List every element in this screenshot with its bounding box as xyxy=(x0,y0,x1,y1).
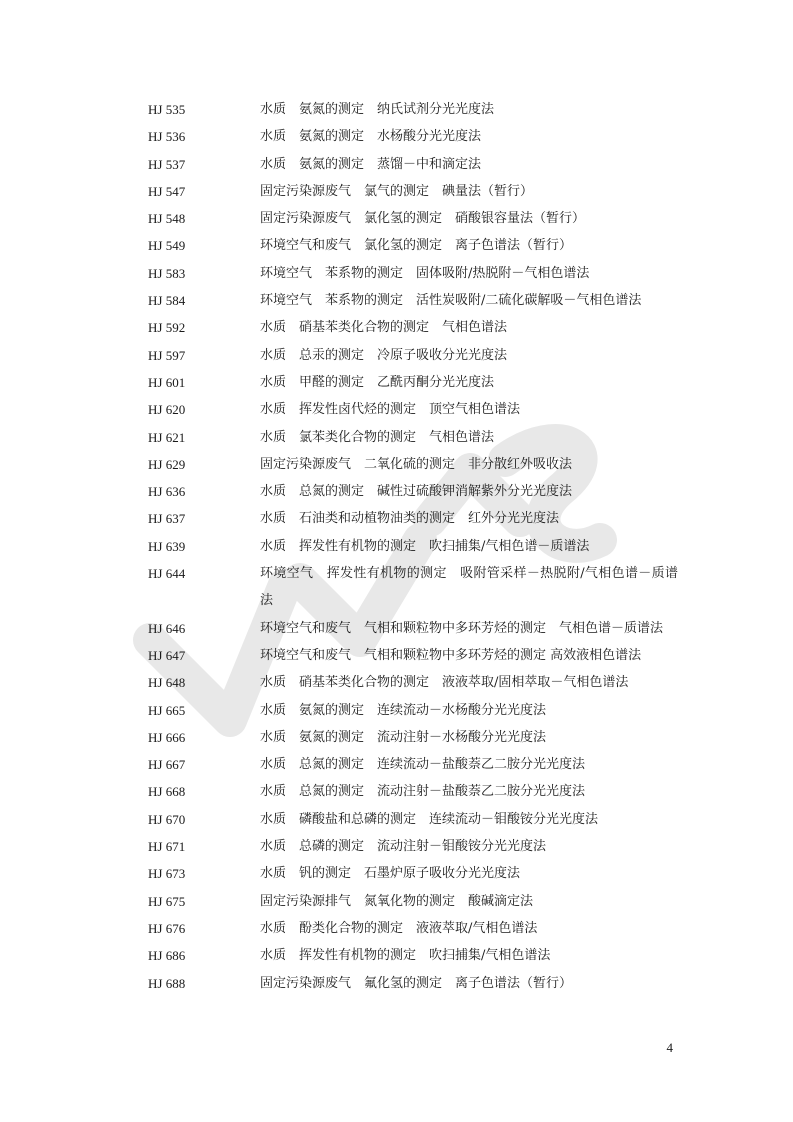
standard-code: HJ 648 xyxy=(148,675,186,691)
standard-title: 水质 总氮的测定 流动注射－盐酸萘乙二胺分光光度法 xyxy=(260,784,586,800)
list-item xyxy=(0,178,793,205)
standard-code: HJ 644 xyxy=(148,566,186,582)
standard-title: 环境空气 苯系物的测定 活性炭吸附/二硫化碳解吸－气相色谱法 xyxy=(260,293,642,309)
standard-code: HJ 536 xyxy=(148,129,186,145)
standard-title: 水质 挥发性有机物的测定 吹扫捕集/气相色谱－质谱法 xyxy=(260,538,590,554)
standard-title: 水质 氨氮的测定 纳氏试剂分光光度法 xyxy=(260,102,495,117)
standard-code: HJ 646 xyxy=(148,620,186,636)
standard-title: 固定污染源废气 二氧化硫的测定 非分散红外吸收法 xyxy=(260,456,573,472)
standard-code: HJ 686 xyxy=(148,948,186,964)
standard-title: 水质 总磷的测定 流动注射－钼酸铵分光光度法 xyxy=(260,839,547,855)
standard-title: 水质 氨氮的测定 连续流动－水杨酸分光光度法 xyxy=(260,702,547,718)
standard-title: 水质 氨氮的测定 流动注射－水杨酸分光光度法 xyxy=(260,729,547,745)
standard-title: 水质 硝基苯类化合物的测定 液液萃取/固相萃取－气相色谱法 xyxy=(260,675,629,691)
standard-code: HJ 601 xyxy=(148,374,186,390)
list-item xyxy=(0,642,793,669)
standard-title: 水质 甲醛的测定 乙酰丙酮分光光度法 xyxy=(260,374,495,390)
standard-code: HJ 665 xyxy=(148,702,186,718)
standard-code: HJ 673 xyxy=(148,866,186,882)
standard-title: 固定污染源废气 氯气的测定 碘量法（暂行） xyxy=(260,183,534,199)
standard-code: HJ 547 xyxy=(148,183,186,199)
standard-title: 固定污染源废气 氯化氢的测定 硝酸银容量法（暂行） xyxy=(260,211,586,227)
standard-code: HJ 549 xyxy=(148,238,186,254)
list-item xyxy=(0,396,793,423)
standard-title: 环境空气和废气 气相和颗粒物中多环芳烃的测定 气相色谱－质谱法 xyxy=(260,620,664,636)
list-item xyxy=(0,615,793,642)
standard-title: 水质 硝基苯类化合物的测定 气相色谱法 xyxy=(260,320,508,336)
standard-code: HJ 637 xyxy=(148,511,186,527)
standard-title: 固定污染源排气 氮氧化物的测定 酸碱滴定法 xyxy=(260,893,534,909)
list-item xyxy=(0,314,793,341)
standard-code: HJ 583 xyxy=(148,265,186,281)
list-item xyxy=(0,287,793,314)
standard-title: 环境空气 挥发性有机物的测定 吸附管采样－热脱附/气相色谱－质谱法 xyxy=(260,566,678,609)
standard-code: HJ 671 xyxy=(148,839,186,855)
standard-title: 环境空气 苯系物的测定 固体吸附/热脱附－气相色谱法 xyxy=(260,265,590,281)
list-item xyxy=(0,697,793,724)
standard-code: HJ 548 xyxy=(148,211,186,227)
list-item xyxy=(0,478,793,505)
standard-code: HJ 537 xyxy=(148,156,186,172)
standard-title: 水质 磷酸盐和总磷的测定 连续流动－钼酸铵分光光度法 xyxy=(260,811,599,827)
list-item xyxy=(0,505,793,532)
list-item xyxy=(0,833,793,860)
list-item xyxy=(0,778,793,805)
list-item xyxy=(0,123,793,150)
standard-title: 水质 氨氮的测定 水杨酸分光光度法 xyxy=(260,129,482,145)
standard-title: 水质 挥发性有机物的测定 吹扫捕集/气相色谱法 xyxy=(260,948,551,964)
list-item xyxy=(0,888,793,915)
standard-title: 水质 挥发性卤代烃的测定 顶空气相色谱法 xyxy=(260,402,521,418)
list-item xyxy=(0,151,793,178)
list-item xyxy=(0,369,793,396)
standard-code: HJ 629 xyxy=(148,456,186,472)
list-item xyxy=(0,724,793,751)
standard-code: HJ 597 xyxy=(148,347,186,363)
standard-code: HJ 647 xyxy=(148,647,186,663)
list-item xyxy=(0,942,793,969)
list-item xyxy=(0,451,793,478)
standard-title: 水质 石油类和动植物油类的测定 红外分光光度法 xyxy=(260,511,560,527)
standard-code: HJ 592 xyxy=(148,320,186,336)
standard-title: 水质 总氮的测定 碱性过硫酸钾消解紫外分光光度法 xyxy=(260,484,573,500)
standards-list xyxy=(0,96,793,997)
standard-code: HJ 535 xyxy=(148,102,186,117)
standard-code: HJ 636 xyxy=(148,484,186,500)
standard-code: HJ 676 xyxy=(148,920,186,936)
standard-title: 固定污染源废气 氟化氢的测定 离子色谱法（暂行） xyxy=(260,975,573,991)
standard-title: 水质 酚类化合物的测定 液液萃取/气相色谱法 xyxy=(260,920,538,936)
list-item xyxy=(0,424,793,451)
standard-code: HJ 666 xyxy=(148,729,186,745)
standard-title: 水质 氯苯类化合物的测定 气相色谱法 xyxy=(260,429,495,445)
list-item xyxy=(0,205,793,232)
standard-title: 环境空气和废气 氯化氢的测定 离子色谱法（暂行） xyxy=(260,238,573,254)
list-item xyxy=(0,915,793,942)
list-item xyxy=(0,806,793,833)
list-item xyxy=(0,260,793,287)
standard-code: HJ 670 xyxy=(148,811,186,827)
list-item xyxy=(0,342,793,369)
list-item xyxy=(0,96,793,123)
standard-code: HJ 621 xyxy=(148,429,186,445)
standard-code: HJ 675 xyxy=(148,893,186,909)
standard-code: HJ 667 xyxy=(148,757,186,773)
standard-code: HJ 668 xyxy=(148,784,186,800)
standard-code: HJ 639 xyxy=(148,538,186,554)
list-item xyxy=(0,970,793,997)
standard-code: HJ 688 xyxy=(148,975,186,991)
standard-title: 水质 总氮的测定 连续流动－盐酸萘乙二胺分光光度法 xyxy=(260,757,586,773)
standard-code: HJ 584 xyxy=(148,293,186,309)
list-item xyxy=(0,533,793,560)
list-item xyxy=(0,751,793,778)
standard-title: 环境空气和废气 气相和颗粒物中多环芳烃的测定 高效液相色谱法 xyxy=(260,647,642,663)
list-item xyxy=(0,860,793,887)
list-item xyxy=(0,669,793,696)
standard-title: 水质 氨氮的测定 蒸馏－中和滴定法 xyxy=(260,156,482,172)
list-item xyxy=(0,232,793,259)
standard-title: 水质 总汞的测定 冷原子吸收分光光度法 xyxy=(260,347,508,363)
page-number: 4 xyxy=(666,1040,673,1055)
standard-code: HJ 620 xyxy=(148,402,186,418)
standard-title: 水质 钒的测定 石墨炉原子吸收分光光度法 xyxy=(260,866,521,882)
list-item xyxy=(0,560,793,615)
